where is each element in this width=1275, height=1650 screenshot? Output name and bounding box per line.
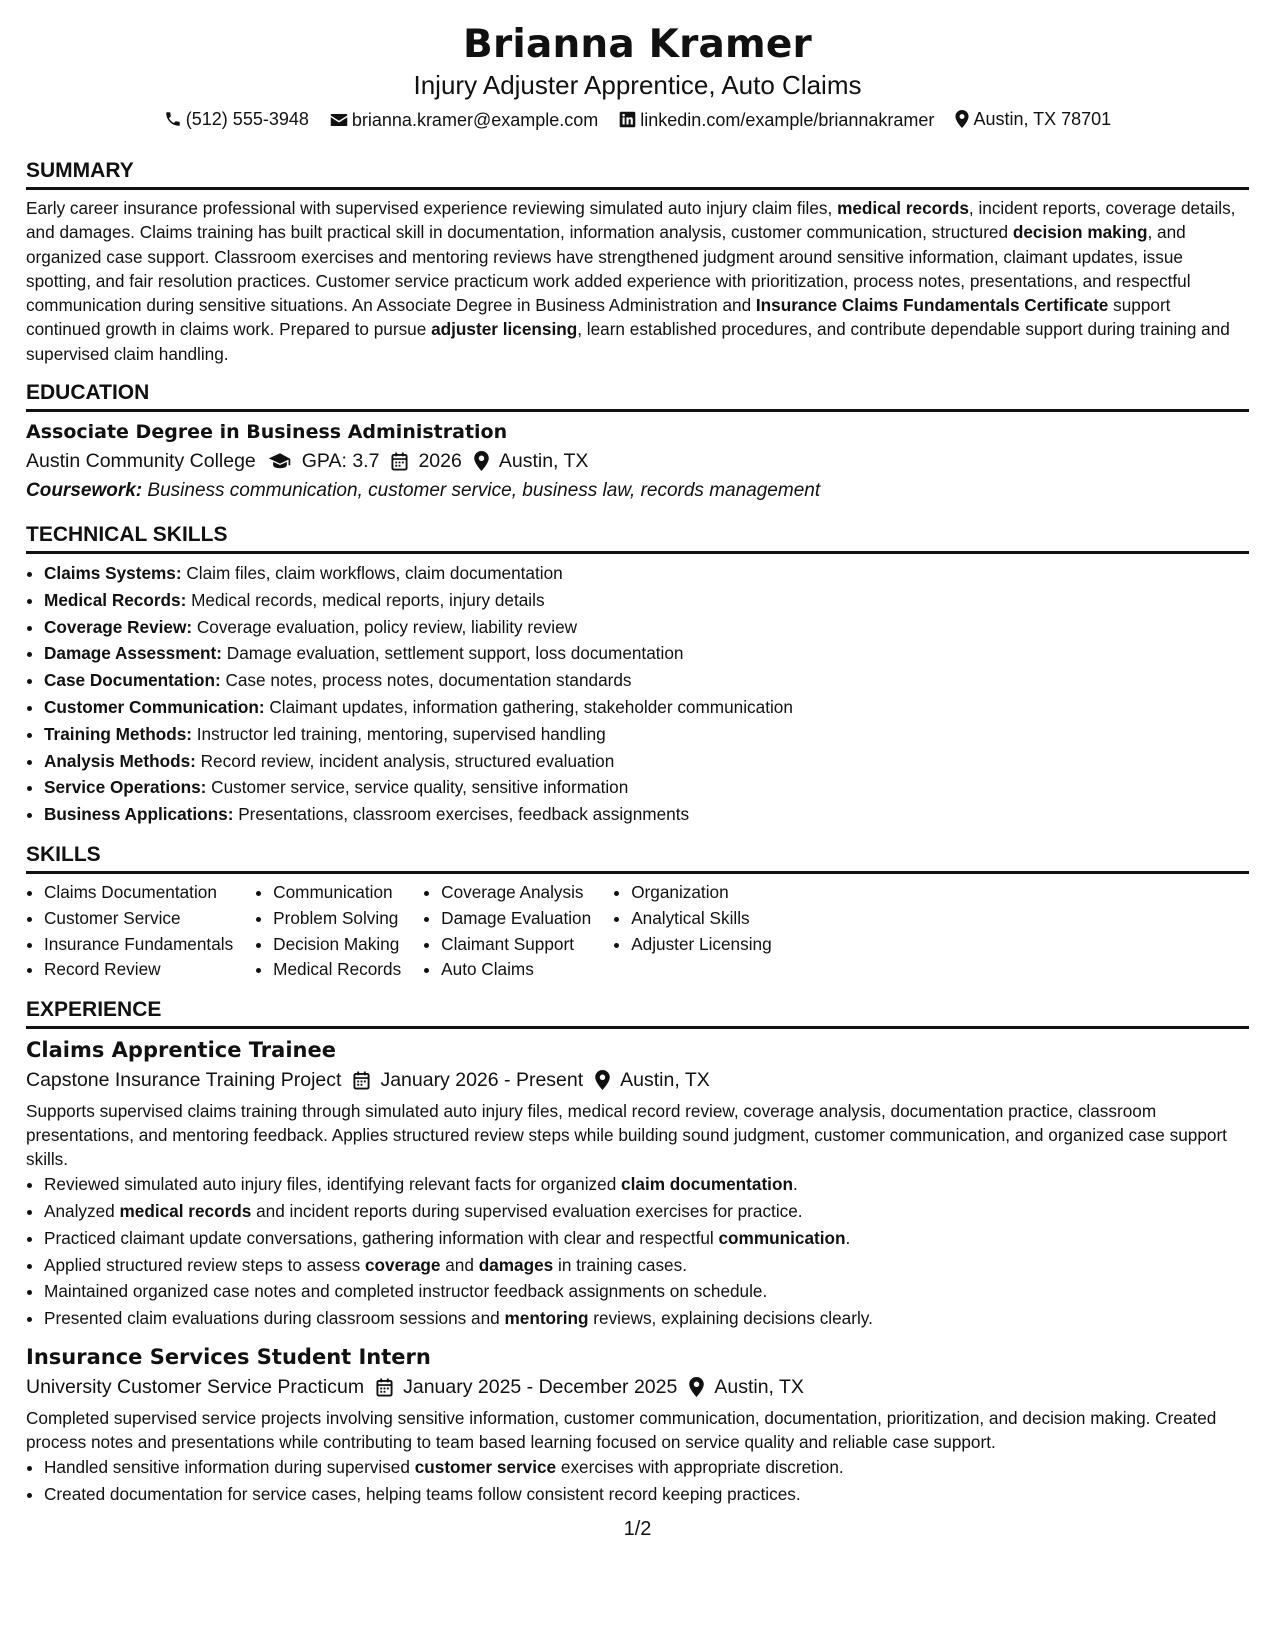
job-bullet [44, 1171, 1249, 1198]
job-summary: Completed supervised service projects involving sensitive information, customer communication, documentation, prioritization, and decision making. Created process notes and presentations while contributing to team based learning focused on service quality and reliable case support. [26, 1408, 1217, 1453]
map-pin-icon [595, 1070, 610, 1090]
job-entry [26, 1035, 1249, 1332]
skill-item: • Claims Documentation [44, 880, 233, 906]
education-year: 2026 [418, 450, 462, 473]
technical-skill-item [44, 640, 1249, 667]
email-text: brianna.kramer@example.com [351, 110, 599, 130]
technical-skill-label: Business Applications: [44, 804, 234, 825]
section-title-technical-skills: TECHNICAL SKILLS [26, 522, 1249, 554]
resume-page [26, 18, 1249, 1508]
summary-segment: , learn established procedures, and contribute dependable support during training and supervised claim handling. [26, 319, 1230, 364]
linkedin-text: linkedin.com/example/briannakramer [640, 109, 935, 130]
technical-skill-item [44, 748, 1249, 775]
technical-skill-label: Coverage Review: [44, 616, 193, 637]
phone-text: (512) 555-3948 [185, 109, 309, 129]
technical-skill-label: Customer Communication: [44, 697, 265, 718]
graduation-cap-icon [268, 452, 292, 470]
skills-column [26, 880, 233, 983]
job-bullet-segment: exercises with appropriate discretion. [556, 1457, 844, 1478]
summary-segment: Early career insurance professional with supervised experience reviewing simulated auto injury claim files, [26, 198, 838, 218]
linkedin-icon [619, 111, 636, 128]
skill-item: • Insurance Fundamentals [44, 932, 233, 958]
job-bullet-segment: . [792, 1174, 798, 1195]
technical-skill-label: Medical Records: [44, 589, 187, 610]
skills-column [423, 880, 591, 983]
technical-skill-label: Case Documentation: [44, 670, 221, 691]
candidate-headline: Injury Adjuster Apprentice, Auto Claims [413, 70, 862, 100]
technical-skill-item [44, 694, 1249, 721]
skills-column [255, 880, 401, 983]
coursework-label: Coursework: [26, 480, 143, 502]
education-coursework [26, 476, 1249, 506]
summary-segment: medical records [837, 198, 969, 218]
phone-icon [164, 110, 182, 128]
skill-item: • Record Review [44, 957, 233, 983]
summary-section [26, 158, 1249, 366]
skill-item: • Medical Records [273, 957, 401, 983]
summary-segment: support continued growth in claims work. Prepared to pursue [26, 295, 1171, 340]
section-title-education: EDUCATION [26, 380, 1249, 412]
education-degree: Associate Degree in Business Administration [26, 421, 508, 444]
technical-skill-label: Claims Systems: [44, 563, 182, 584]
calendar-icon [391, 452, 408, 471]
job-bullet-segment: communication [718, 1227, 846, 1248]
job-bullet-segment: in training cases. [553, 1254, 687, 1275]
job-bullet-segment: . [845, 1227, 851, 1248]
job-bullet [44, 1481, 1249, 1508]
summary-segment: , incident reports, coverage details, and damages. Claims training has built practical skill in documentation, information analysis, customer communication, structured [26, 198, 1236, 243]
map-pin-icon [474, 451, 489, 471]
summary-segment: decision making [1012, 222, 1148, 243]
job-bullet-segment: Practiced claimant update conversations, gathering information with clear and respectful [44, 1227, 719, 1248]
job-bullets [26, 1454, 1249, 1508]
job-title: Claims Apprentice Trainee [26, 1038, 336, 1063]
skills-grid [26, 880, 1249, 983]
contact-linkedin[interactable] [619, 108, 934, 132]
job-location: Austin, TX [620, 1069, 710, 1092]
job-bullet-segment: Reviewed simulated auto injury files, identifying relevant facts for organized [44, 1174, 622, 1195]
summary-segment: Insurance Claims Fundamentals Certificate [755, 295, 1109, 316]
skill-item: • Analytical Skills [631, 906, 771, 932]
experience-section [26, 997, 1249, 1507]
job-bullet-segment: Handled sensitive information during supervised [44, 1457, 415, 1478]
technical-skill-text: Presentations, classroom exercises, feedback assignments [233, 804, 690, 825]
summary-segment: adjuster licensing [431, 319, 578, 340]
map-pin-icon [955, 110, 969, 128]
job-bullet-segment: claim documentation [621, 1174, 793, 1195]
job-dates: January 2025 - December 2025 [403, 1376, 678, 1399]
skill-item: • Auto Claims [441, 957, 591, 983]
job-bullet [44, 1454, 1249, 1481]
job-bullet-segment: and incident reports during supervised evaluation exercises for practice. [251, 1201, 803, 1222]
job-bullet-segment: customer service [414, 1457, 557, 1478]
technical-skill-item [44, 667, 1249, 694]
page-number: 1/2 [623, 1518, 652, 1540]
experience-jobs [26, 1035, 1249, 1507]
job-bullet [44, 1305, 1249, 1332]
job-meta [26, 1372, 1249, 1402]
technical-skill-text: Claim files, claim workflows, claim documentation [181, 563, 563, 584]
education-section [26, 380, 1249, 506]
map-pin-icon [689, 1377, 704, 1397]
skill-item: • Coverage Analysis [441, 880, 591, 906]
job-meta [26, 1065, 1249, 1095]
summary-segment: , and organized case support. Classroom exercises and mentoring reviews have strengthened judgment around sensitive information, claimant updates, issue spotting, and fair resolution practices. Customer service practicum work added experience with prioritization, process notes, presentations, and respectful communication during sensitive situations. An Associate Degree in Business Administration and [26, 222, 1191, 316]
job-bullet-segment: Presented claim evaluations during classroom sessions and [44, 1308, 505, 1329]
technical-skill-text: Customer service, service quality, sensitive information [206, 777, 629, 798]
summary-text [26, 196, 1249, 366]
job-dates: January 2026 - Present [380, 1069, 584, 1092]
job-bullet-segment: Analyzed [44, 1201, 120, 1222]
contact-phone[interactable] [164, 107, 309, 131]
section-title-skills: SKILLS [26, 842, 1249, 874]
skill-item: • Customer Service [44, 906, 233, 932]
job-bullet [44, 1198, 1249, 1225]
job-bullet-segment: Applied structured review steps to assess [44, 1254, 365, 1275]
technical-skill-label: Service Operations: [44, 777, 207, 798]
education-school: Austin Community College [26, 450, 256, 473]
job-bullet [44, 1252, 1249, 1279]
section-title-experience: EXPERIENCE [26, 997, 1249, 1029]
skill-item: • Claimant Support [441, 932, 591, 958]
contact-email[interactable] [330, 108, 598, 132]
technical-skill-item [44, 587, 1249, 614]
section-title-summary: SUMMARY [26, 158, 1249, 190]
job-bullet-segment: and [440, 1254, 479, 1275]
job-bullet-segment: Maintained organized case notes and completed instructor feedback assignments on schedule. [44, 1281, 768, 1302]
job-bullet [44, 1278, 1249, 1305]
job-summary: Supports supervised claims training through simulated auto injury files, medical record review, coverage analysis, documentation practice, classroom presentations, and mentoring feedback. Applies structured review steps while building sound judgment, customer communication, and organized case support skills. [26, 1101, 1227, 1170]
calendar-icon [353, 1071, 370, 1090]
job-bullets [26, 1171, 1249, 1332]
envelope-icon [330, 112, 348, 128]
technical-skill-item [44, 560, 1249, 587]
location-text: Austin, TX 78701 [973, 109, 1112, 129]
job-title: Insurance Services Student Intern [26, 1345, 431, 1370]
education-location: Austin, TX [498, 450, 589, 473]
technical-skill-item [44, 614, 1249, 641]
skills-column [613, 880, 771, 983]
skill-item: • Communication [273, 880, 401, 906]
job-bullet-segment: damages [478, 1254, 554, 1275]
job-organization: University Customer Service Practicum [26, 1376, 365, 1399]
job-bullet-segment: medical records [119, 1201, 252, 1222]
technical-skill-text: Claimant updates, information gathering, stakeholder communication [264, 697, 793, 718]
job-bullet-segment: coverage [364, 1254, 441, 1275]
technical-skill-text: Coverage evaluation, policy review, liability review [192, 616, 578, 637]
job-bullet [44, 1225, 1249, 1252]
coursework-text: Business communication, customer service, business law, records management [142, 480, 821, 502]
education-gpa: GPA: 3.7 [301, 450, 380, 473]
job-organization: Capstone Insurance Training Project [26, 1069, 342, 1092]
job-bullet-segment: mentoring [504, 1308, 589, 1329]
candidate-name: Brianna Kramer [463, 22, 812, 67]
job-bullet-segment: reviews, explaining decisions clearly. [588, 1308, 873, 1329]
job-entry [26, 1342, 1249, 1508]
job-bullet-segment: Created documentation for service cases, helping teams follow consistent record keeping practices. [44, 1483, 801, 1504]
technical-skill-label: Training Methods: [44, 723, 192, 744]
skills-section [26, 842, 1249, 983]
skill-item: • Problem Solving [273, 906, 401, 932]
technical-skills-list [26, 560, 1249, 828]
technical-skill-text: Medical records, medical reports, injury details [186, 589, 545, 610]
technical-skills-section [26, 522, 1249, 828]
resume-header [26, 22, 1249, 134]
skill-item: • Organization [631, 880, 771, 906]
calendar-icon [376, 1378, 393, 1397]
contact-line [26, 107, 1249, 134]
technical-skill-label: Damage Assessment: [44, 643, 223, 664]
technical-skill-item [44, 774, 1249, 801]
technical-skill-text: Case notes, process notes, documentation standards [220, 670, 632, 691]
technical-skill-text: Damage evaluation, settlement support, loss documentation [222, 643, 684, 664]
technical-skill-label: Analysis Methods: [44, 750, 196, 771]
skill-item: • Adjuster Licensing [631, 932, 771, 958]
education-meta [26, 446, 1249, 476]
job-location: Austin, TX [714, 1376, 804, 1399]
technical-skill-text: Instructor led training, mentoring, supervised handling [192, 723, 606, 744]
technical-skill-text: Record review, incident analysis, structured evaluation [195, 750, 615, 771]
skill-item: • Damage Evaluation [441, 906, 591, 932]
contact-location [955, 107, 1111, 131]
skill-item: • Decision Making [273, 932, 401, 958]
technical-skill-item [44, 801, 1249, 828]
technical-skill-item [44, 721, 1249, 748]
